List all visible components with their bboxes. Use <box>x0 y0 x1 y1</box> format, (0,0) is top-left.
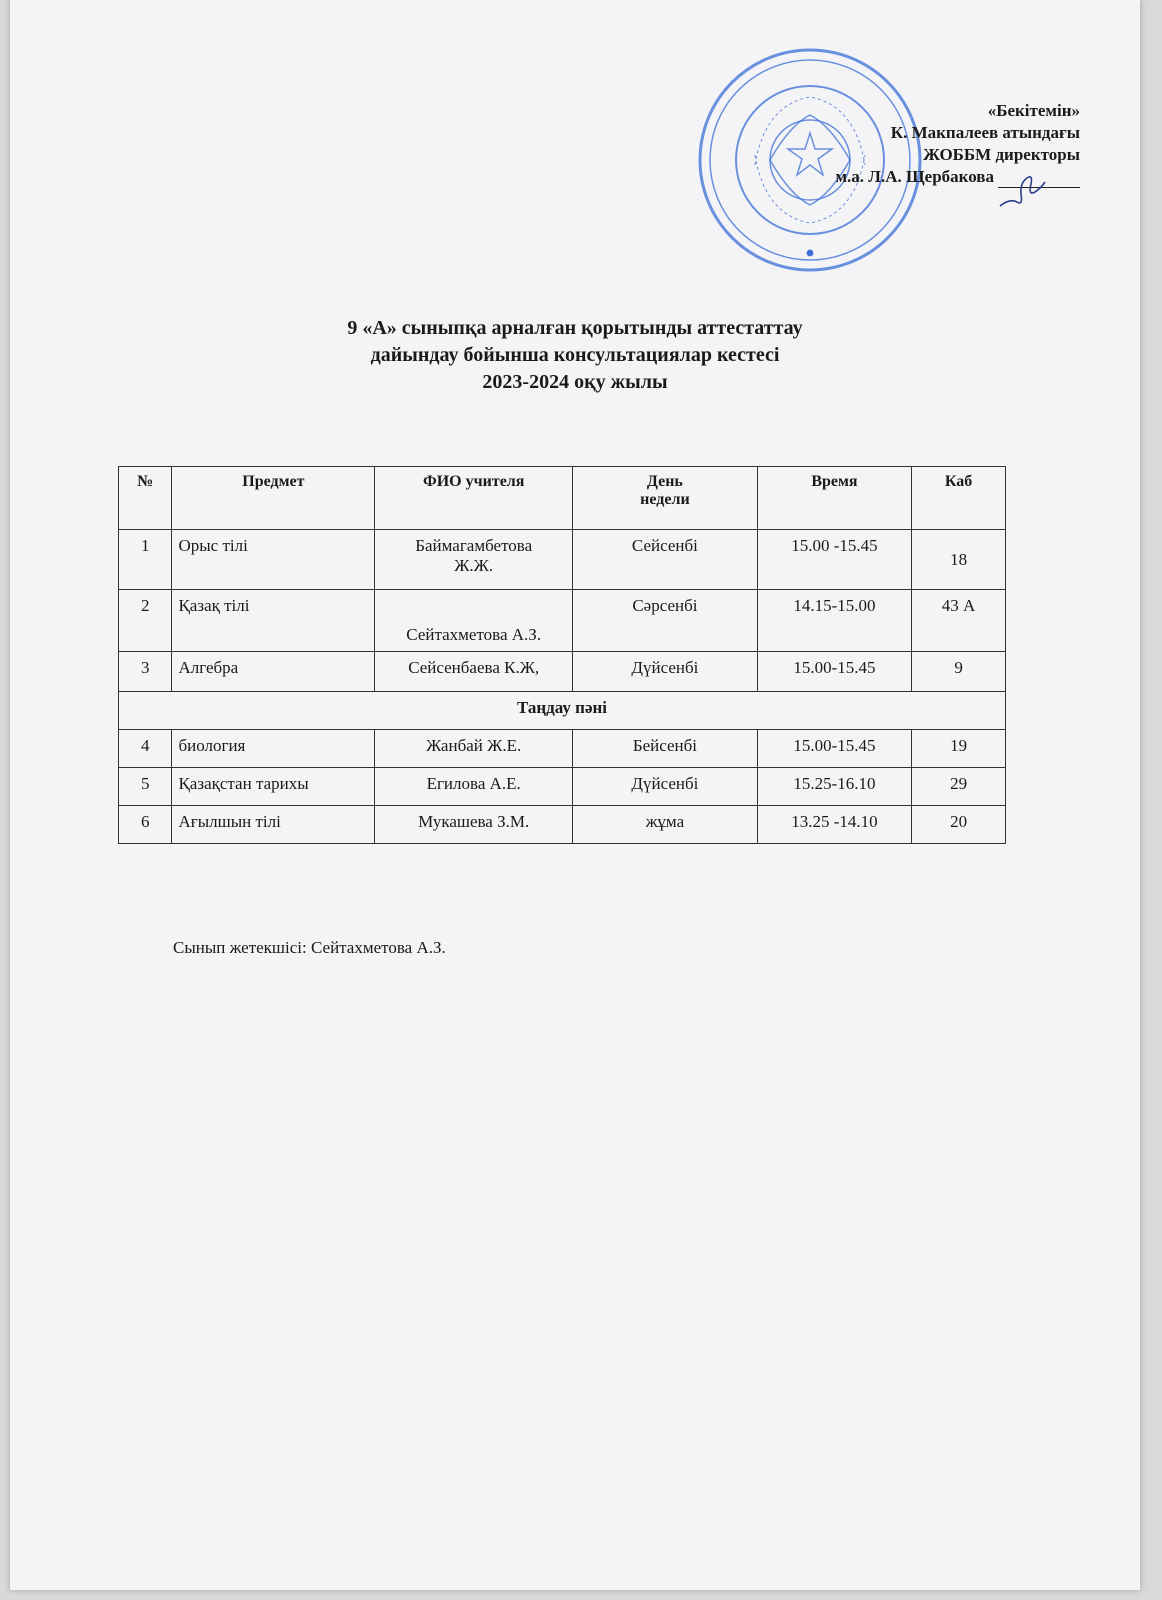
cell-teacher: Егилова А.Е. <box>375 768 573 806</box>
cell-teacher-line-2: Сейтахметова А.З. <box>406 625 542 644</box>
cell-num: 4 <box>119 730 172 768</box>
cell-time: 15.00-15.45 <box>757 652 911 692</box>
cell-subject: биология <box>172 730 375 768</box>
cell-room: 43 А <box>912 590 1006 652</box>
cell-num: 1 <box>119 530 172 590</box>
cell-time: 15.00-15.45 <box>757 730 911 768</box>
cell-day: Сәрсенбі <box>573 590 758 652</box>
cell-subject: Алгебра <box>172 652 375 692</box>
cell-day: Дүйсенбі <box>573 652 758 692</box>
header-teacher: ФИО учителя <box>375 467 573 530</box>
approval-heading: «Бекітемін» <box>987 101 1080 120</box>
elective-group-label: Таңдау пәні <box>119 692 1006 730</box>
cell-time: 13.25 -14.10 <box>757 806 911 844</box>
cell-room: 9 <box>912 652 1006 692</box>
class-teacher-line: Сынып жетекшісі: Сейтахметова А.З. <box>173 938 446 957</box>
cell-room: 19 <box>912 730 1006 768</box>
cell-teacher: Мукашева З.М. <box>375 806 573 844</box>
document-title <box>10 315 1140 396</box>
cell-subject: Қазақ тілі <box>172 590 375 652</box>
cell-day: Бейсенбі <box>573 730 758 768</box>
cell-teacher-line-1: Сейсенбаева К.Ж, <box>408 658 540 677</box>
header-time: Время <box>757 467 911 530</box>
cell-num: 5 <box>119 768 172 806</box>
cell-time: 15.00 -15.45 <box>757 530 911 590</box>
elective-group-row <box>119 692 1006 730</box>
document-page <box>10 0 1140 1590</box>
cell-teacher-line-1: Баймагамбетова <box>415 536 533 555</box>
header-num: № <box>119 467 172 530</box>
cell-teacher <box>375 652 573 692</box>
approval-school: К. Макпалеев атындағы <box>890 123 1080 142</box>
header-day-line-2: недели <box>640 491 690 508</box>
cell-day: Дүйсенбі <box>573 768 758 806</box>
cell-teacher <box>375 590 573 652</box>
cell-room: 18 <box>912 530 1006 590</box>
cell-room: 20 <box>912 806 1006 844</box>
table-row <box>119 768 1006 806</box>
header-room: Каб <box>912 467 1006 530</box>
header-day-line-1: День <box>646 473 683 490</box>
table-header-row <box>119 467 1006 530</box>
cell-num: 2 <box>119 590 172 652</box>
table-row <box>119 652 1006 692</box>
cell-room: 29 <box>912 768 1006 806</box>
table-row <box>119 730 1006 768</box>
cell-teacher: Жанбай Ж.Е. <box>375 730 573 768</box>
cell-time: 14.15-15.00 <box>757 590 911 652</box>
header-subject: Предмет <box>172 467 375 530</box>
cell-num: 6 <box>119 806 172 844</box>
consultation-schedule-table <box>118 466 1006 844</box>
title-line-3: 2023-2024 оқу жылы <box>482 371 668 393</box>
title-line-2: дайындау бойынша консультациялар кестесі <box>370 344 780 366</box>
table-row <box>119 590 1006 652</box>
cell-time: 15.25-16.10 <box>757 768 911 806</box>
cell-day: Сейсенбі <box>573 530 758 590</box>
cell-teacher-line-2: Ж.Ж. <box>454 556 494 575</box>
cell-day: жұма <box>573 806 758 844</box>
cell-num: 3 <box>119 652 172 692</box>
table-row <box>119 806 1006 844</box>
cell-teacher <box>375 530 573 590</box>
table-row <box>119 530 1006 590</box>
approval-position: ЖОББМ директоры <box>923 145 1080 164</box>
cell-subject: Орыс тілі <box>172 530 375 590</box>
approval-signer-name: м.а. Л.А. Щербакова <box>835 167 994 186</box>
title-line-1: 9 «А» сыныпқа арналған қорытынды аттестаттау <box>347 317 803 339</box>
cell-subject: Қазақстан тарихы <box>172 768 375 806</box>
cell-subject: Ағылшын тілі <box>172 806 375 844</box>
signature-icon <box>995 168 1055 213</box>
header-day <box>573 467 758 530</box>
